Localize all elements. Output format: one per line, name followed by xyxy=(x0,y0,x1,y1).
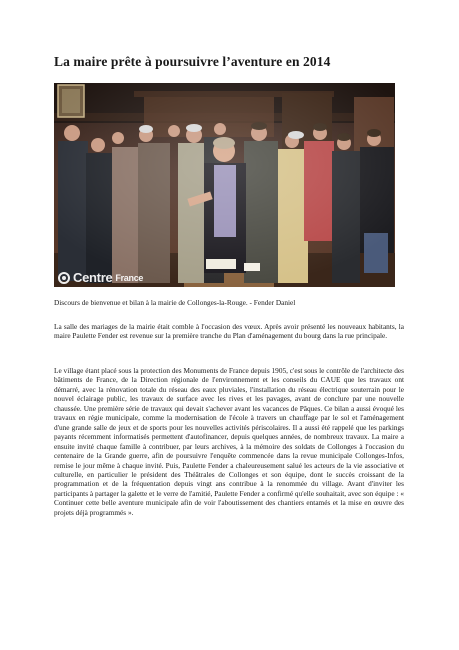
article-paragraph-main: Le village étant placé sous la protection des Monuments de France depuis 1905, c'est sous le contrôle de l'architecte des bâtiments de France, de la Direction régionale de l'environnement et les conseils du CAUE que les travaux ont démarré, avec la rénovation totale du réseau des eaux pluviales, l'installation du réseau électrique souterrain pour le nouvel éclairage public, les travaux de surface avec les rives et les pavages, avant de conclure par une nouvelle chaussée. Une première série de travaux qui devait s'achever avant les vacances de Pâques. Ce bilan a aussi évoqué les travaux en régie municipale, comme la modernisation de l'école à travers un chauffage par le sol et l'aménagement d'une grande salle de jeux et de sports pour les nouvelles activités périscolaires. Il a aussi été rappelé que les parkings payants récemment informatisés permettent d'autofinancer, depuis quelques années, de nombreux travaux. La maire a ensuite invité chaque famille à contribuer, par leurs archives, à la mémoire des soldats de Collonges à l'occasion du centenaire de la Grande guerre, afin de poursuivre l'enquête commencée dans la revue municipale Collonges-Infos, remise le jour même à chaque invité. Puis, Paulette Fender a chaleureusement salué les acteurs de la vie associative et culturelle, en particulier le président des Théâtrales de Collonges et son équipe, dont le succès croissant de la programmation et de la fréquentation depuis vingt ans contribue à la renommée du village. Avant d'inviter les participants à partager la galette et le verre de l'amitié, Paulette Fender a confirmé qu'elle souhaitait, avec son équipe : « Continuer cette belle aventure municipale afin de voir l'aboutissement des chantiers entamés et la mise en œuvre des projets déjà programmés ». xyxy=(54,366,404,517)
watermark-brand-suffix: France xyxy=(115,272,144,283)
article-headline: La maire prête à poursuivre l’aventure en 2014 xyxy=(54,54,331,69)
photo-watermark xyxy=(58,270,143,285)
article-photo xyxy=(54,83,395,287)
watermark-brand: Centre xyxy=(73,270,113,285)
photo-scene xyxy=(54,83,395,287)
centre-france-logo-icon xyxy=(58,272,70,284)
photo-caption: Discours de bienvenue et bilan à la mairie de Collonges-la-Rouge. - Fender Daniel xyxy=(54,298,296,307)
article-paragraph-intro: La salle des mariages de la mairie était comble à l'occasion des vœux. Après avoir présenté les nouveaux habitants, la maire Paulette Fender est revenue sur la première tranche du Plan d'aménagement du bourg dans la rue principale. xyxy=(54,322,404,341)
